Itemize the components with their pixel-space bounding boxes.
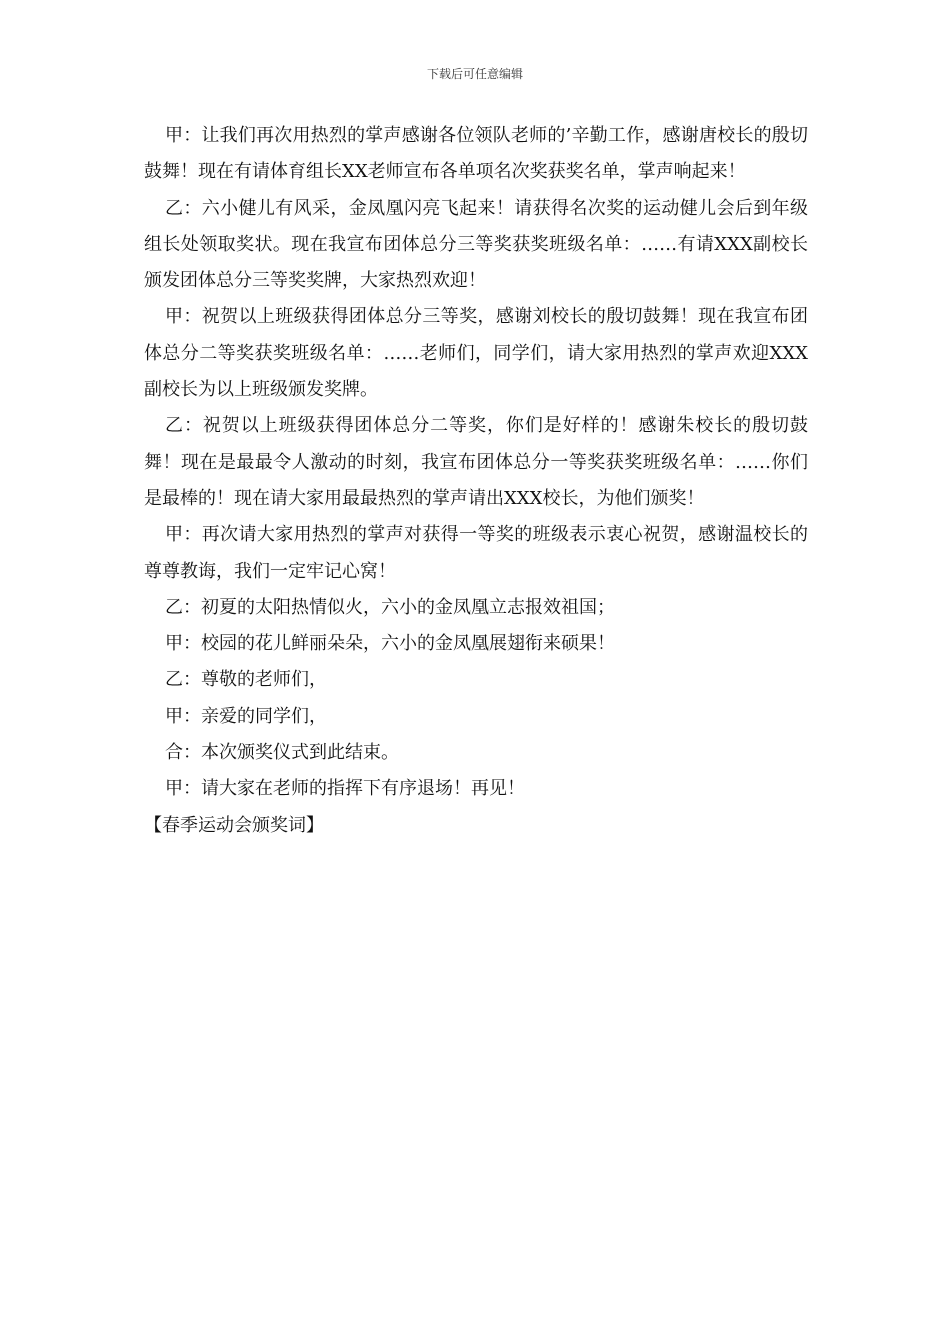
paragraph-10: 合：本次颁奖仪式到此结束。 — [165, 742, 399, 764]
paragraph-6: 乙：初夏的太阳热情似火，六小的金凤凰立志报效祖国； — [165, 596, 615, 618]
paragraph-4: 乙：祝贺以上班级获得团体总分二等奖，你们是好样的！感谢朱校长的殷切鼓舞！现在是最最令人激动的时刻，我宣布团体总分一等奖获奖班级名单：……你们是最棒的！现在请大家用最最热烈的掌声请出XXX校长，为他们颁奖！ — [144, 415, 808, 509]
document-body — [144, 118, 808, 844]
paragraph-3: 甲：祝贺以上班级获得团体总分三等奖，感谢刘校长的殷切鼓舞！现在我宣布团体总分二等奖获奖班级名单：……老师们，同学们，请大家用热烈的掌声欢迎XXX副校长为以上班级颁发奖牌。 — [144, 306, 808, 401]
paragraph-11: 甲：请大家在老师的指挥下有序退场！再见！ — [165, 778, 525, 800]
paragraph-8: 乙：尊敬的老师们， — [165, 669, 327, 691]
paragraph-7: 甲：校园的花儿鲜丽朵朵，六小的金凤凰展翅衔来硕果！ — [165, 633, 615, 655]
closing-title: 【春季运动会颁奖词】 — [144, 814, 324, 836]
paragraph-9: 甲：亲爱的同学们， — [165, 705, 327, 727]
paragraph-2: 乙：六小健儿有风采，金凤凰闪亮飞起来！请获得名次奖的运动健儿会后到年级组长处领取奖状。现在我宣布团体总分三等奖获奖班级名单：……有请XXX副校长颁发团体总分三等奖奖牌，大家热烈欢迎！ — [144, 197, 808, 292]
paragraph-1: 甲：让我们再次用热烈的掌声感谢各位领队老师的’辛勤工作，感谢唐校长的殷切鼓舞！现在有请体育组长XX老师宣布各单项名次奖获奖名单，掌声响起来！ — [144, 125, 808, 183]
paragraph-5: 甲：再次请大家用热烈的掌声对获得一等奖的班级表示衷心祝贺，感谢温校长的尊尊教诲，我们一定牢记心窝！ — [144, 524, 808, 582]
page-header: 下载后可任意编辑 — [426, 67, 523, 81]
